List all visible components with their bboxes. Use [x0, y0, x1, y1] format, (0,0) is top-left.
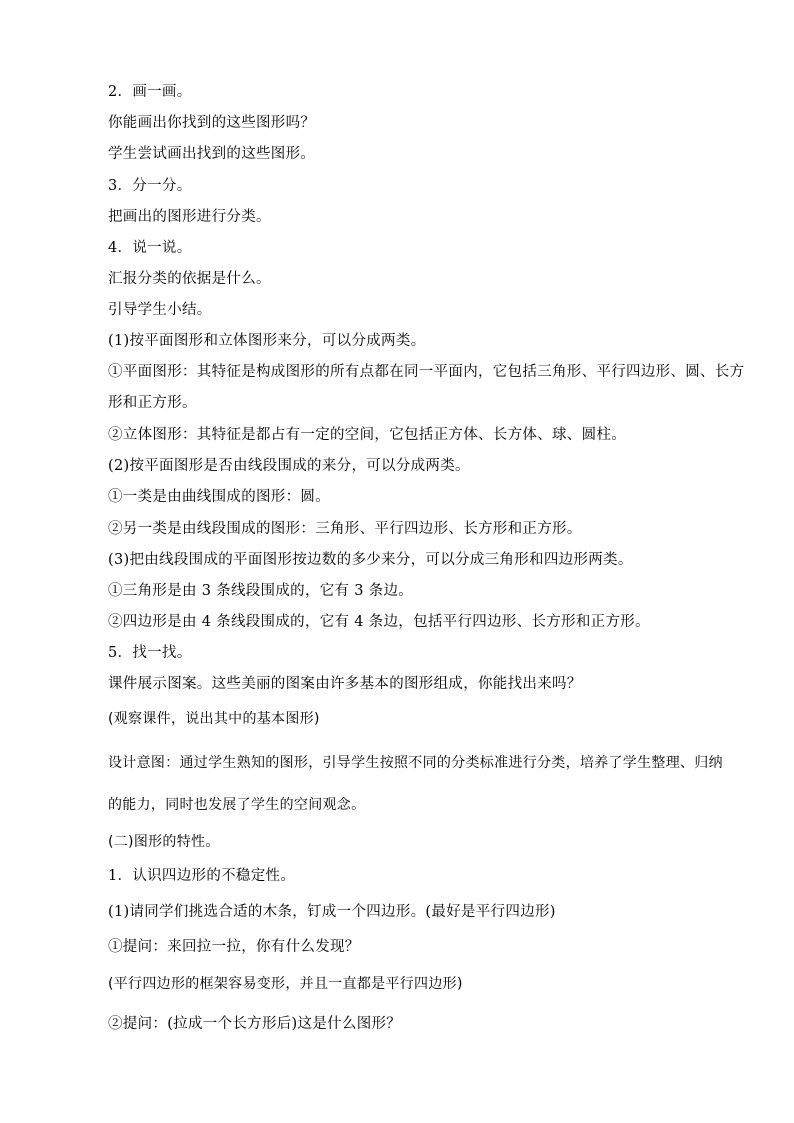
text-line-22: (二)图形的特性。: [108, 834, 220, 850]
text-line-9: (1)按平面图形和立体图形来分，可以分成两类。: [108, 333, 426, 349]
text-line-13: ①一类是由曲线围成的图形：圆。: [108, 489, 330, 505]
text-line-6: 4．说一说。: [108, 240, 192, 256]
text-line-17: ②四边形是由 4 条线段围成的，它有 4 条边，包括平行四边形、长方形和正方形。: [108, 614, 650, 630]
text-line-20: (观察课件，说出其中的基本图形): [108, 711, 320, 727]
text-line-4: 3．分一分。: [108, 178, 192, 194]
text-line-12: (2)按平面图形是否由线段围成的来分，可以分成两类。: [108, 458, 470, 474]
design-intent-paragraph: 设计意图：通过学生熟知的图形，引导学生按照不同的分类标准进行分类，培养了学生整理、归纳的能力，同时也发展了学生的空间观念。: [108, 755, 723, 813]
text-line-18: 5．找一找。: [108, 645, 192, 661]
text-line-11: ②立体图形：其特征是都占有一定的空间，它包括正方体、长方体、球、圆柱。: [108, 427, 626, 443]
text-line-26: (平行四边形的框架容易变形，并且一直都是平行四边形): [108, 976, 463, 992]
text-line-10: ①平面图形：其特征是构成图形的所有点都在同一平面内，它包括三角形、平行四边形、圆、长方形和正方形。: [108, 364, 745, 411]
text-line-15: (3)把由线段围成的平面图形按边数的多少来分，可以分成三角形和四边形两类。: [108, 552, 633, 568]
text-line-5: 把画出的图形进行分类。: [108, 209, 271, 225]
text-line-19: 课件展示图案。这些美丽的图案由许多基本的图形组成，你能找出来吗？: [108, 676, 582, 692]
text-line-14: ②另一类是由线段围成的图形：三角形、平行四边形、长方形和正方形。: [108, 521, 582, 537]
text-line-2: 你能画出你找到的这些图形吗？: [108, 115, 316, 131]
text-line-16: ①三角形是由 3 条线段围成的，它有 3 条边。: [108, 583, 414, 599]
text-line-3: 学生尝试画出找到的这些图形。: [108, 146, 316, 162]
text-line-1: 2．画一画。: [108, 84, 192, 100]
text-line-24: (1)请同学们挑选合适的木条，钉成一个四边形。(最好是平行四边形): [108, 904, 556, 920]
text-line-8: 引导学生小结。: [108, 302, 212, 318]
text-line-27: ②提问：(拉成一个长方形后)这是什么图形？: [108, 1016, 402, 1032]
text-line-23: 1．认识四边形的不稳定性。: [108, 868, 296, 884]
text-line-7: 汇报分类的依据是什么。: [108, 271, 271, 287]
text-line-25: ①提问：来回拉一拉，你有什么发现？: [108, 939, 360, 955]
